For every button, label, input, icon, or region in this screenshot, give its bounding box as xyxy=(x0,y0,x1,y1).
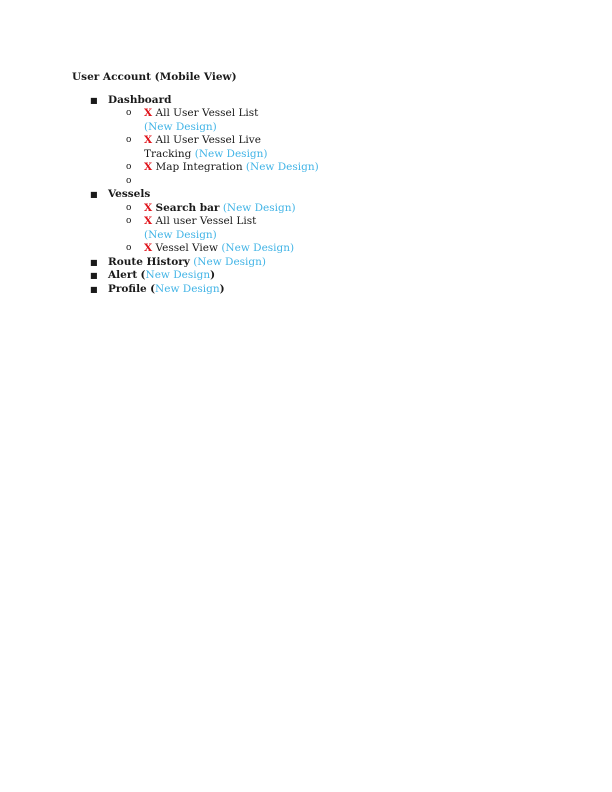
new-design-note: (New Design) xyxy=(144,228,217,241)
square-bullet-icon: ■ xyxy=(90,257,98,267)
new-design-note: (New Design) xyxy=(144,120,217,133)
x-mark: X xyxy=(144,107,153,119)
list-item xyxy=(108,161,404,175)
paren-close: ) xyxy=(210,269,216,281)
new-design-note: (New Design) xyxy=(245,161,319,173)
page-title: User Account (Mobile View) xyxy=(72,71,237,83)
paren-open: ( xyxy=(150,282,156,295)
item-text: Map Integration xyxy=(155,161,243,173)
x-mark: X xyxy=(144,215,153,227)
x-mark: X xyxy=(144,242,153,254)
list-item xyxy=(108,202,404,216)
item-text: Search bar xyxy=(155,201,220,214)
circle-bullet-icon: o xyxy=(126,216,132,226)
section-vessels xyxy=(72,188,552,256)
section-label: Dashboard xyxy=(108,93,172,106)
list-item xyxy=(108,242,404,256)
new-design-note: New Design xyxy=(155,282,220,295)
item-text: All User Vessel List xyxy=(155,107,259,119)
section-label: Alert xyxy=(108,269,138,281)
new-design-note: (New Design) xyxy=(193,255,266,268)
new-design-note: (New Design) xyxy=(194,147,268,160)
item-text: All user Vessel List xyxy=(155,215,257,227)
circle-bullet-icon: o xyxy=(126,162,132,172)
square-bullet-icon: ■ xyxy=(90,284,98,294)
document-page xyxy=(72,71,552,296)
list-item xyxy=(108,107,284,134)
section-label: Route History xyxy=(108,255,190,268)
paren-close: ) xyxy=(219,282,225,295)
section-list xyxy=(72,94,552,297)
new-design-note: (New Design) xyxy=(222,201,296,214)
x-mark: X xyxy=(144,134,153,146)
vessels-items xyxy=(108,202,552,256)
list-item xyxy=(108,134,304,161)
section-profile xyxy=(72,283,552,297)
circle-bullet-icon: o xyxy=(126,135,132,145)
square-bullet-icon: ■ xyxy=(90,190,98,199)
section-label: Vessels xyxy=(108,188,151,200)
dashboard-items xyxy=(108,107,552,188)
section-label: Profile xyxy=(108,282,147,295)
circle-bullet-icon: o xyxy=(126,202,132,213)
empty-list-item xyxy=(108,175,284,189)
new-design-note: (New Design) xyxy=(221,242,295,254)
x-mark: X xyxy=(144,201,153,214)
circle-bullet-icon: o xyxy=(126,175,132,186)
item-text: All User Vessel Live Tracking xyxy=(144,134,261,160)
section-route-history xyxy=(72,256,552,270)
square-bullet-icon: ■ xyxy=(90,95,98,105)
x-mark: X xyxy=(144,161,153,173)
section-alert xyxy=(72,269,552,283)
item-text: Vessel View xyxy=(155,242,218,254)
square-bullet-icon: ■ xyxy=(90,271,98,280)
list-item xyxy=(108,215,284,242)
circle-bullet-icon: o xyxy=(126,108,132,118)
new-design-note: New Design xyxy=(145,269,211,281)
paren-open: ( xyxy=(140,269,146,281)
circle-bullet-icon: o xyxy=(126,243,132,253)
section-dashboard xyxy=(72,94,552,189)
